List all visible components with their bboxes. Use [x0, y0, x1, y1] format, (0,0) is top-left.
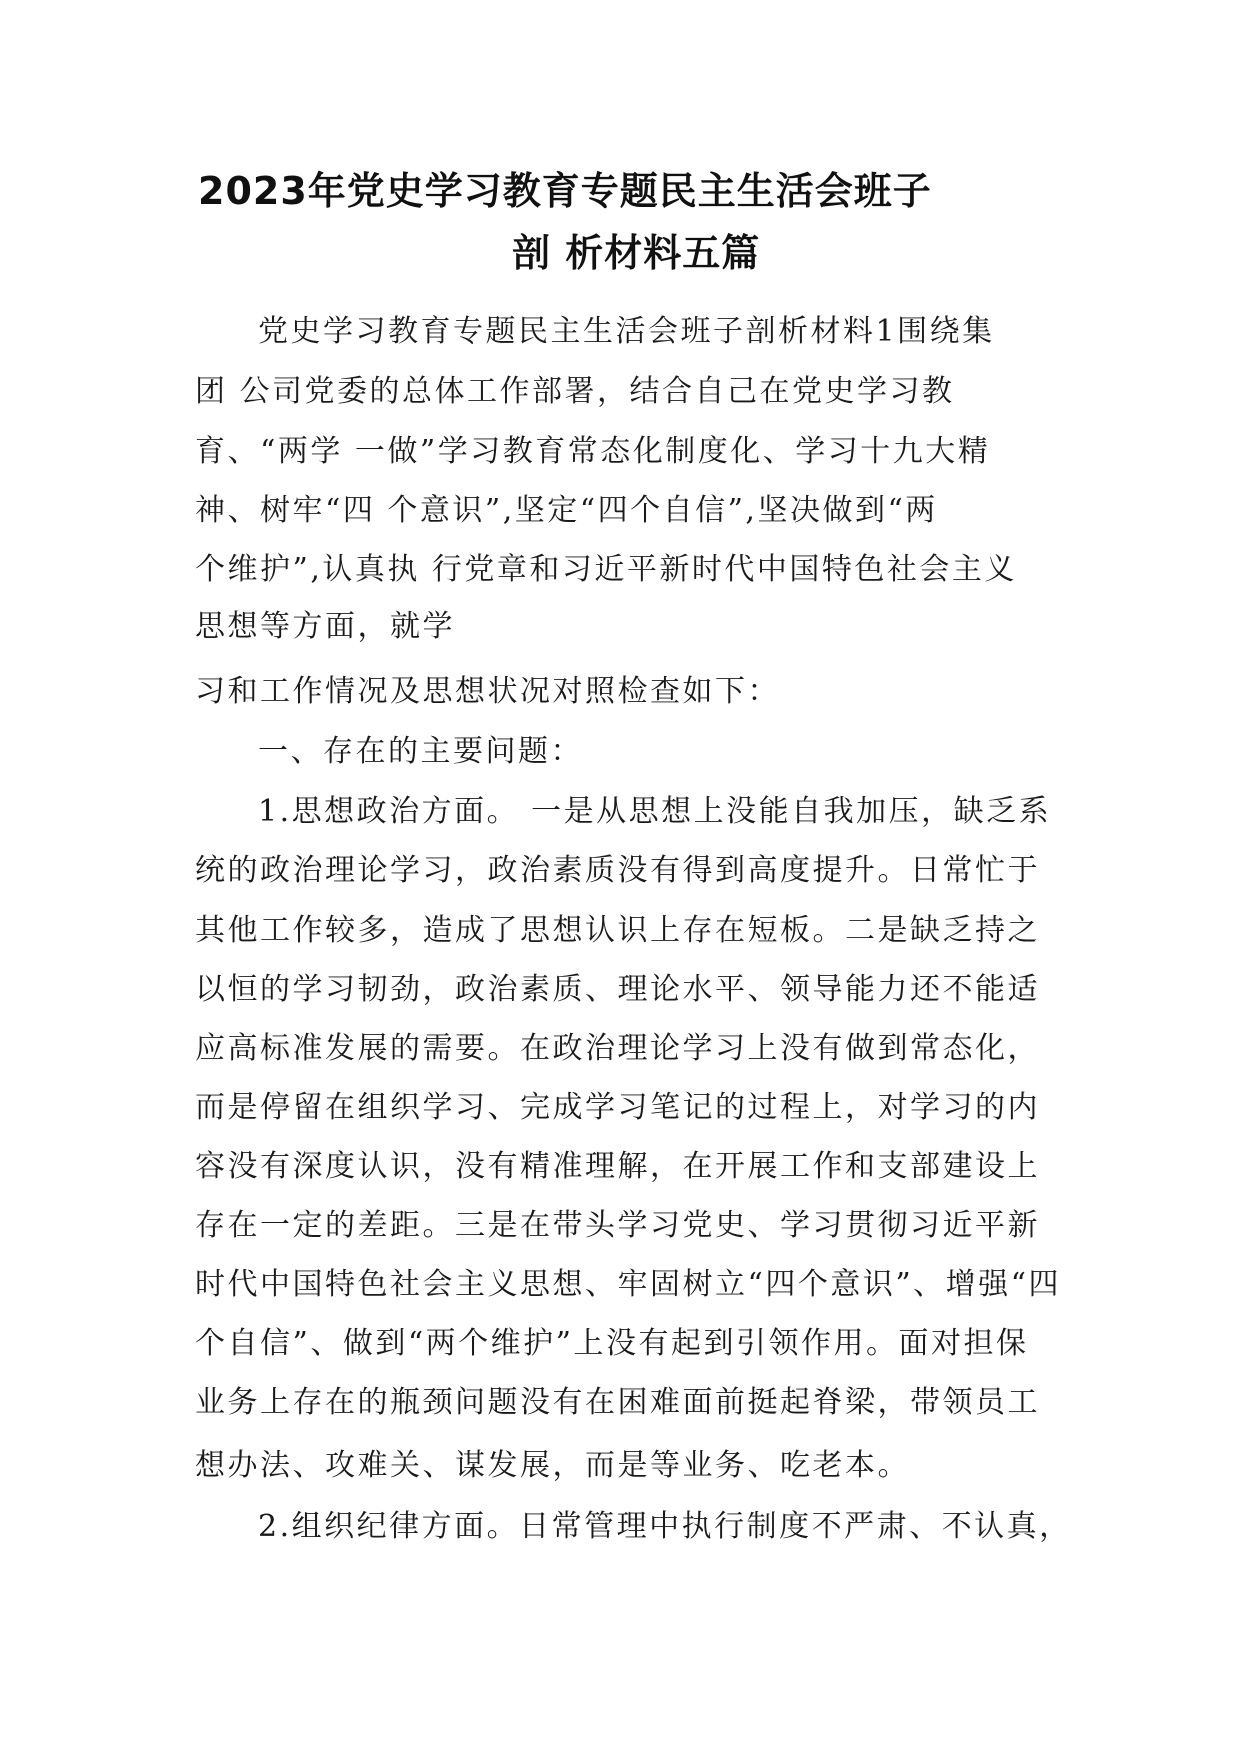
body-line-21: 2.组织纪律方面。日常管理中执行制度不严肃、不认真，	[258, 1509, 1072, 1544]
body-line-9: 1.思想政治方面。 一是从思想上没能自我加压，缺乏系	[258, 794, 1052, 829]
body-line-12: 以恒的学习韧劲，政治素质、理论水平、领导能力还不能适	[195, 972, 1040, 1007]
body-line-10: 统的政治理论学习，政治素质没有得到高度提升。日常忙于	[195, 853, 1040, 888]
document-title-line-1: 2023年党史学习教育专题民主生活会班子	[198, 169, 932, 213]
section-heading-problems: 一、存在的主要问题：	[258, 734, 583, 769]
body-line-18: 个自信”、做到“两个维护”上没有起到引领作用。面对担保	[195, 1326, 1029, 1361]
body-line-2: 团 公司党委的总体工作部署，结合自己在党史学习教	[195, 374, 955, 409]
body-line-11: 其他工作较多，造成了思想认识上存在短板。二是缺乏持之	[195, 913, 1040, 948]
body-line-1: 党史学习教育专题民主生活会班子剖析材料1围绕集	[258, 314, 995, 349]
body-line-5: 个维护”,认真执 行党章和习近平新时代中国特色社会主义	[195, 552, 1017, 587]
body-line-15: 容没有深度认识，没有精准理解，在开展工作和支部建设上	[195, 1149, 1040, 1184]
body-line-20: 想办法、攻难关、谋发展，而是等业务、吃老本。	[195, 1448, 910, 1483]
document-title-line-2: 剖 析材料五篇	[512, 231, 761, 275]
body-line-4: 神、树牢“四 个意识”,坚定“四个自信”,坚决做到“两	[195, 493, 938, 528]
body-line-19: 业务上存在的瓶颈问题没有在困难面前挺起脊梁，带领员工	[195, 1385, 1040, 1420]
body-line-14: 而是停留在组织学习、完成学习笔记的过程上，对学习的内	[195, 1090, 1040, 1125]
body-line-17: 时代中国特色社会主义思想、牢固树立“四个意识”、增强“四	[195, 1267, 1062, 1302]
body-line-3: 育、“两学 一做”学习教育常态化制度化、学习十九大精	[195, 434, 991, 469]
body-line-6: 思想等方面，就学	[195, 609, 455, 644]
body-line-16: 存在一定的差距。三是在带头学习党史、学习贯彻习近平新	[195, 1208, 1040, 1243]
body-line-13: 应高标准发展的需要。在政治理论学习上没有做到常态化，	[195, 1031, 1040, 1066]
body-line-7: 习和工作情况及思想状况对照检查如下：	[195, 674, 780, 709]
